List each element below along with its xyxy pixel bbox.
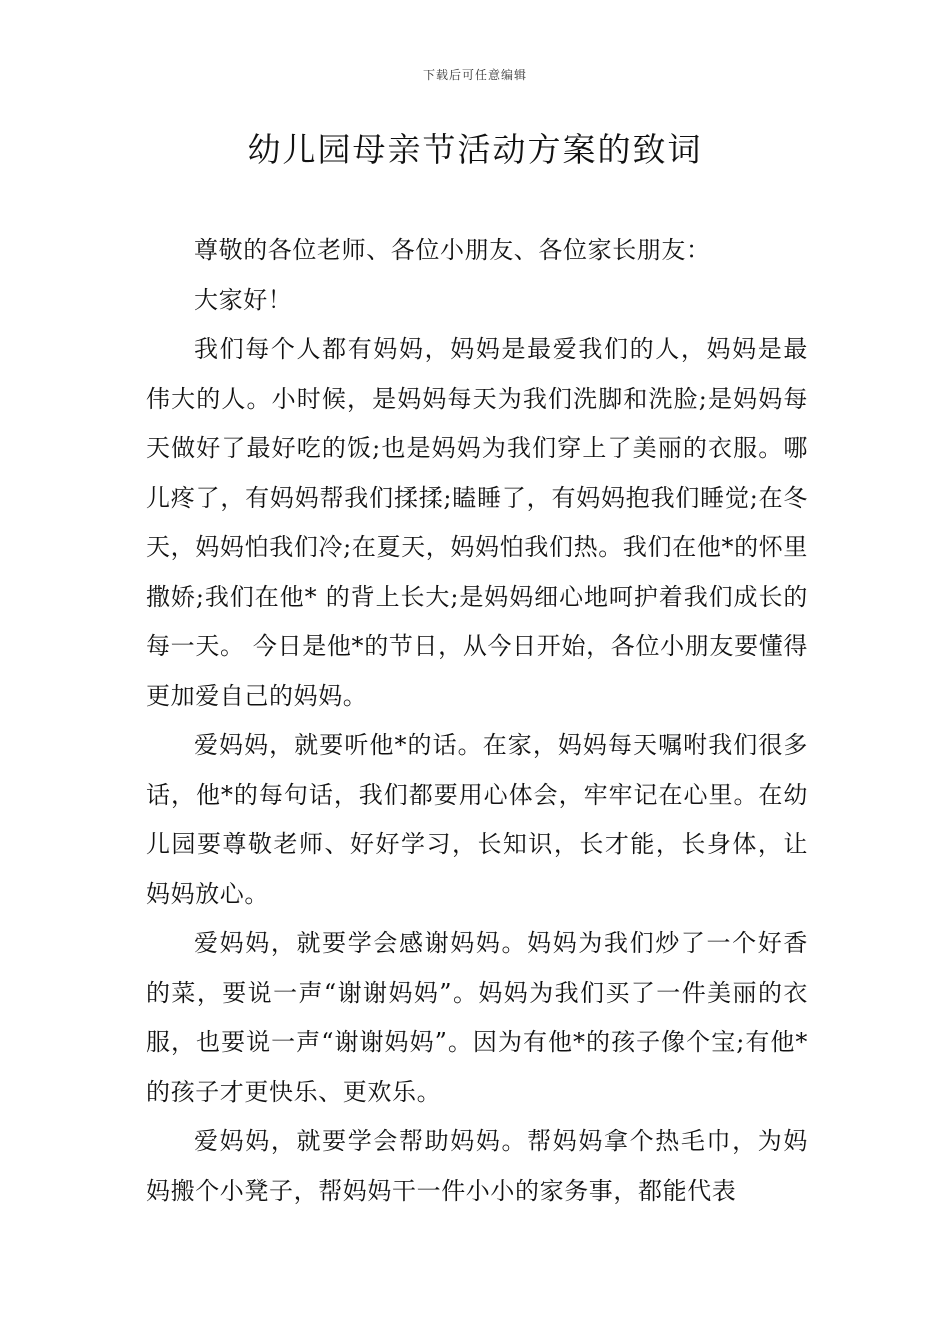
paragraph: 爱妈妈，就要学会帮助妈妈。帮妈妈拿个热毛巾，为妈妈搬个小凳子，帮妈妈干一件小小的家务事，都能代表 — [146, 1127, 808, 1205]
document-title: 幼儿园母亲节活动方案的致词 — [247, 130, 703, 169]
document-body — [146, 226, 808, 1216]
paragraph: 爱妈妈，就要学会感谢妈妈。妈妈为我们炒了一个好香的菜，要说一声“谢谢妈妈”。妈妈为我们买了一件美丽的衣服，也要说一声“谢谢妈妈”。因为有他*的孩子像个宝;有他*的孩子才更快乐、更欢乐。 — [146, 929, 808, 1106]
paragraph-greeting: 大家好！ — [194, 285, 293, 314]
paragraph: 我们每个人都有妈妈，妈妈是最爱我们的人，妈妈是最伟大的人。小时候，是妈妈每天为我们洗脚和洗脸;是妈妈每天做好了最好吃的饭;也是妈妈为我们穿上了美丽的衣服。哪儿疼了，有妈妈帮我们揉揉;瞌睡了，有妈妈抱我们睡觉;在冬天，妈妈怕我们冷;在夏天，妈妈怕我们热。我们在他*的怀里撒娇;我们在他* 的背上长大;是妈妈细心地呵护着我们成长的每一天。 今日是他*的节日，从今日开始，各位小朋友要懂得更加爱自己的妈妈。 — [146, 335, 808, 710]
paragraph-salutation: 尊敬的各位老师、各位小朋友、各位家长朋友： — [194, 236, 711, 264]
header-note: 下载后可任意编辑 — [422, 68, 527, 82]
paragraph: 爱妈妈，就要听他*的话。在家，妈妈每天嘱咐我们很多话，他*的每句话，我们都要用心体会，牢牢记在心里。在幼儿园要尊敬老师、好好学习，长知识，长才能，长身体，让妈妈放心。 — [146, 731, 808, 908]
